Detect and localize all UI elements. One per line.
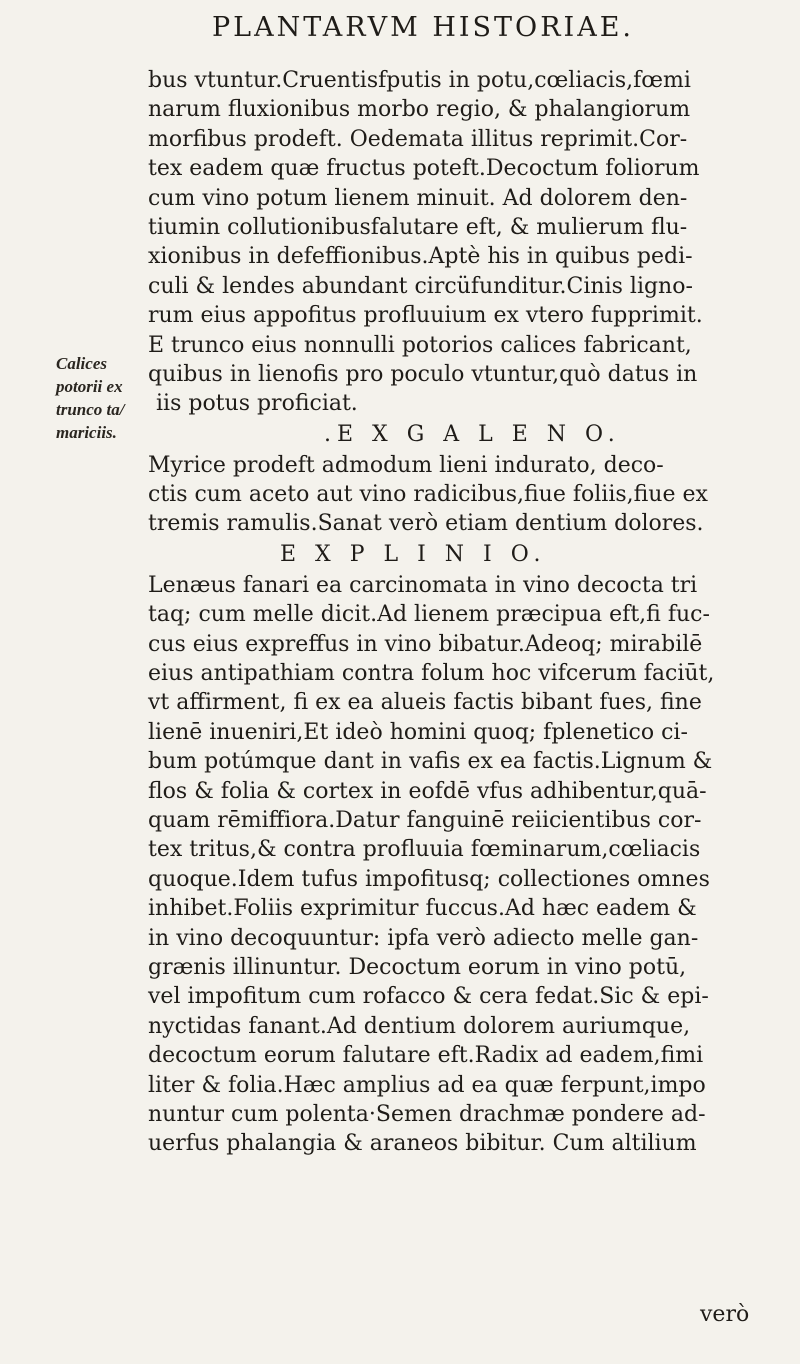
text-line: taq; cum melle dicit.Ad lienem præcipua eft,fi fuc- [148, 602, 710, 628]
text-line: nyctidas fanant.Ad dentium dolorem auriumque, [148, 1013, 691, 1039]
margin-note-line: potorii ex [56, 377, 123, 396]
margin-note-line: mariciis. [56, 423, 117, 442]
margin-note [56, 352, 146, 444]
text-line: Lenæus fanari ea carcinomata in vino decocta tri [148, 572, 698, 598]
body-text [148, 66, 788, 1159]
text-line: xionibus in defeffionibus.Aptè his in quibus pedi- [148, 244, 693, 270]
text-line: tex tritus,& contra profluuia fœminarum,cœliacis [148, 837, 701, 863]
text-line: decoctum eorum falutare eft.Radix ad eadem,fimi [148, 1043, 704, 1069]
text-line: iis potus proficiat. [156, 391, 358, 417]
text-line: quam rēmiffiora.Datur fanguinē reiicientibus cor- [148, 807, 702, 833]
text-line: cum vino potum lienem minuit. Ad dolorem den- [148, 185, 688, 211]
text-line: E trunco eius nonnulli potorios calices fabricant, [148, 332, 692, 358]
text-line: quibus in lienofis pro poculo vtuntur,quò datus in [148, 361, 698, 387]
text-line: morfibus prodeft. Oedemata illitus reprimit.Cor- [148, 126, 688, 152]
text-line: tex eadem quæ fructus poteft.Decoctum foliorum [148, 156, 700, 182]
text-line: bum potúmque dant in vafis ex ea factis.Lignum & [148, 749, 713, 775]
text-line: vt affirment, fi ex ea alueis factis bibant fues, fine [148, 690, 702, 716]
text-line: nuntur cum polenta·Semen drachmæ pondere ad- [148, 1101, 706, 1127]
text-line: in vino decoquuntur: ipfa verò adiecto melle gan- [148, 925, 699, 951]
running-head: PLANTARVM HISTORIAE. [212, 12, 634, 43]
text-line: tiumin collutionibusfalutare eft, & mulierum flu- [148, 214, 688, 240]
text-line: uerfus phalangia & araneos bibitur. Cum altilium [148, 1131, 697, 1157]
text-line: tremis ramulis.Sanat verò etiam dentium dolores. [148, 511, 704, 537]
margin-note-line: Calices [56, 354, 107, 373]
text-line: flos & folia & cortex in eofdē vfus adhibentur,quā- [148, 778, 707, 804]
text-line: grænis illinuntur. Decoctum eorum in vino potū, [148, 954, 687, 980]
text-line: lienē inueniri,Et ideò homini quoq; fplenetico ci- [148, 719, 688, 745]
margin-note-line: trunco ta/ [56, 400, 125, 419]
text-line: eius antipathiam contra folum hoc vifcerum faciūt, [148, 661, 715, 687]
text-line: culi & lendes abundant circüfunditur.Cinis ligno- [148, 273, 693, 299]
section-heading-galeno: .E X G A L E N O. [324, 421, 621, 447]
text-line: ctis cum aceto aut vino radicibus,fiue foliis,fiue ex [148, 482, 708, 508]
text-line: Myrice prodeft admodum lieni indurato, deco- [148, 452, 664, 478]
text-line: inhibet.Foliis exprimitur fuccus.Ad hæc eadem & [148, 896, 697, 922]
text-line: rum eius appofitus profluuium ex vtero fupprimit. [148, 303, 703, 329]
section-heading-plinio: E X P L I N I O. [280, 541, 547, 567]
text-line: cus eius expreffus in vino bibatur.Adeoq; mirabilē [148, 631, 703, 657]
text-line: liter & folia.Hæc amplius ad ea quæ ferpunt,impo [148, 1072, 706, 1098]
text-line: quoque.Idem tufus impofitusq; collectiones omnes [148, 866, 710, 892]
catchword: verò [700, 1302, 750, 1327]
text-line: bus vtuntur.Cruentisfputis in potu,cœliacis,fœmi [148, 68, 691, 93]
text-line: narum fluxionibus morbo regio, & phalangiorum [148, 97, 691, 123]
text-line: vel impofitum cum rofacco & cera fedat.Sic & epi- [148, 984, 709, 1010]
